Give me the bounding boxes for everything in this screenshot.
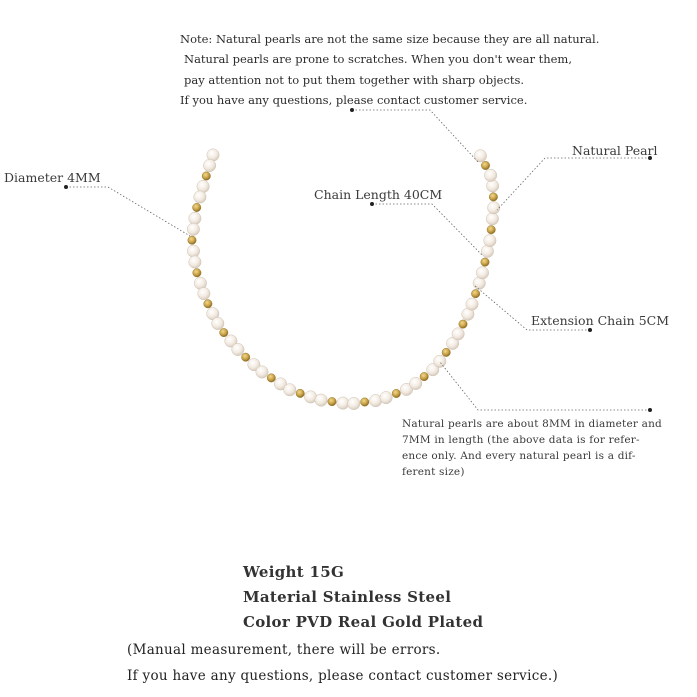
- pearl-bead: [484, 169, 496, 181]
- gold-bead: [296, 389, 304, 397]
- leader-chain-length: [372, 204, 482, 255]
- gold-bead: [487, 226, 495, 234]
- pearl-bead: [484, 234, 496, 246]
- spec-color: Color PVD Real Gold Plated: [243, 613, 484, 631]
- label-chain-length: Chain Length 40CM: [314, 187, 443, 202]
- gold-bead: [442, 348, 450, 356]
- leader-diameter: [66, 187, 190, 236]
- pearl-bead: [194, 191, 206, 203]
- note-line-1: Note: Natural pearls are not the same size because they are all natural.: [180, 32, 600, 46]
- gold-bead: [202, 172, 210, 180]
- gold-bead: [481, 258, 489, 266]
- gold-bead: [193, 203, 201, 211]
- pearl-bead: [187, 223, 199, 235]
- pearl-bead: [189, 256, 201, 268]
- pearl-bead: [232, 343, 244, 355]
- leader-natural-pearl: [497, 158, 650, 210]
- footer-line-2: If you have any questions, please contact customer service.): [127, 668, 559, 684]
- gold-bead: [481, 161, 489, 169]
- gold-bead: [328, 397, 336, 405]
- label-diameter: Diameter 4MM: [4, 170, 101, 185]
- pearl-bead: [337, 397, 349, 409]
- pearl-info-text: Natural pearls are about 8MM in diameter and 7MM in length (the above data is for refer- ence only. And every natural pearl is a dif- ferent size): [402, 418, 662, 478]
- pearl-bead: [203, 159, 215, 171]
- leader-dots: [64, 108, 652, 412]
- pearl-bead: [348, 397, 360, 409]
- gold-bead: [489, 193, 497, 201]
- leader-note: [352, 110, 478, 162]
- spec-material: Material Stainless Steel: [243, 588, 452, 606]
- pearl-bead: [315, 394, 327, 406]
- leader-pearl-info: [440, 362, 650, 410]
- pearl-bead: [486, 180, 498, 192]
- pearl-bead: [198, 287, 210, 299]
- label-extension-chain: Extension Chain 5CM: [531, 313, 670, 328]
- gold-bead: [188, 236, 196, 244]
- pearl-bead: [410, 377, 422, 389]
- gold-bead: [471, 290, 479, 298]
- pearl-bead: [212, 317, 224, 329]
- pearl-bead: [284, 384, 296, 396]
- gold-bead: [420, 372, 428, 380]
- pearl-bead: [189, 212, 201, 224]
- note-line-4: If you have any questions, please contact customer service.: [180, 93, 528, 107]
- pearl-bead: [380, 391, 392, 403]
- gold-bead: [392, 389, 400, 397]
- gold-bead: [267, 374, 275, 382]
- pearl-bead: [488, 202, 500, 214]
- pearl-bead: [481, 245, 493, 257]
- gold-bead: [361, 398, 369, 406]
- gold-bead: [220, 328, 228, 336]
- gold-bead: [459, 320, 467, 328]
- spec-weight: Weight 15G: [243, 563, 345, 581]
- pearl-bead: [187, 245, 199, 257]
- gold-bead: [193, 269, 201, 277]
- pearl-bead: [486, 213, 498, 225]
- pearl-bead: [434, 355, 446, 367]
- pearl-bead: [466, 298, 478, 310]
- label-natural-pearl: Natural Pearl: [572, 143, 658, 158]
- pearl-bead: [474, 150, 486, 162]
- pearl-bead: [256, 366, 268, 378]
- note-line-2: Natural pearls are prone to scratches. When you don't wear them,: [184, 52, 572, 66]
- note-line-3: pay attention not to put them together with sharp objects.: [184, 73, 525, 87]
- footer-line-1: (Manual measurement, there will be errors.: [127, 642, 441, 658]
- gold-bead: [242, 353, 250, 361]
- pearl-bead: [452, 328, 464, 340]
- gold-bead: [204, 300, 212, 308]
- leader-lines: [66, 110, 650, 410]
- pearl-bead: [476, 267, 488, 279]
